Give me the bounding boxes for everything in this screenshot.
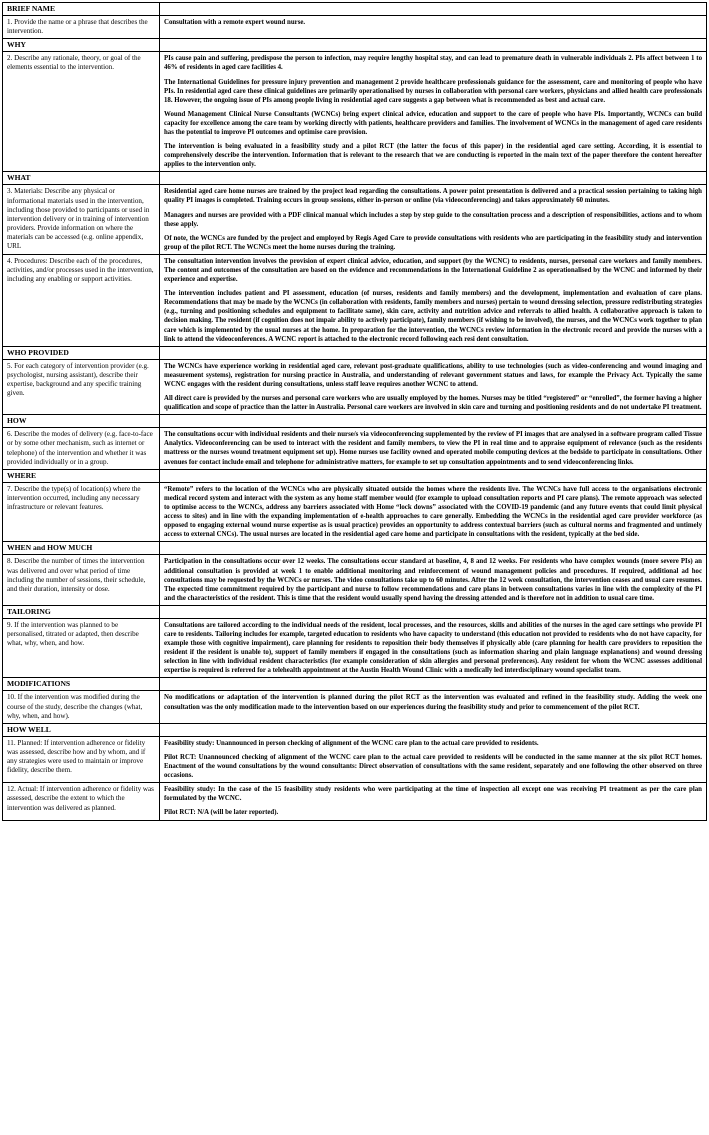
item-prompt: 2. Describe any rationale, theory, or goal of the elements essential to the intervention.	[3, 52, 160, 172]
item-prompt: 3. Materials: Describe any physical or informational materials used in the intervention, including those provided to participants or used in intervention delivery or in training of intervention providers. Provide information on where the materials can be accessed (e.g. online appendix, URL	[3, 185, 160, 255]
description-paragraph: Participation in the consultations occur over 12 weeks. The consultations occur standard at baseline, 4, 8 and 12 weeks. For residents who have complex wounds (more severe PIs) an additional consultation is provided at week 1 to enable additional monitoring and reinforcement of wound management policies and procedures. If required, additional ad hoc consultations may be requested by the WCNCs or nurses. The video consultations take up to 60 minutes. After the 12 week consultation, the intervention ceases and usual care resumes. The expected time commitment required by the participant and nurse to follow recommendations and care plans in between consultations varies in line with the complexity of the PI and the characteristics of the resident. This is time that the resident would usually spend having the dressing attended and is therefore not in addition to usual care time.	[164, 558, 702, 602]
description-paragraph: The consultations occur with individual residents and their nurse/s via videoconferencing supplemented by the review of PI images that are analysed in a software program called Tissue Analytics. Videoconferencing can be used to interact with the resident and family members, to view the PI in real time and to appraise equipment of relevance (such as the residents mattress or the nurses wound treatment equipment set up). Home nurses use facility owned and operated mobile computing devices at the bedside to participate in consultations. Other avenues for contact include email and telephone for administrative matters, for example to set up consultation appointments and to send videoconferencing links.	[164, 431, 702, 466]
item-prompt: 11. Planned: If intervention adherence or fidelity was assessed, describe how and by whom, and if any strategies were used to maintain or improve fidelity, describe them.	[3, 736, 160, 782]
checklist-item-row	[3, 428, 707, 470]
table-body	[3, 3, 707, 821]
section-heading: TAILORING	[3, 605, 160, 618]
section-heading: WHO PROVIDED	[3, 346, 160, 359]
item-prompt: 1. Provide the name or a phrase that describes the intervention.	[3, 16, 160, 39]
section-heading-blank-cell	[160, 346, 707, 359]
section-heading-row	[3, 605, 707, 618]
section-heading-row	[3, 723, 707, 736]
description-paragraph: No modifications or adaptation of the intervention is planned during the pilot RCT as the intervention was evaluated and refined in the feasibility study. Adding the week one consultation was the only modification made to the intervention based on our experiences during the feasibility study and prior to commencement of the pilot RCT.	[164, 694, 702, 711]
checklist-item-row	[3, 16, 707, 39]
checklist-item-row	[3, 783, 707, 820]
checklist-item-row	[3, 359, 707, 414]
section-heading-row	[3, 469, 707, 482]
item-prompt: 8. Describe the number of times the intervention was delivered and over what period of time including the number of sessions, their schedule, and their duration, intensity or dose.	[3, 555, 160, 605]
item-prompt: 6. Describe the modes of delivery (e.g. face-to-face or by some other mechanism, such as internet or telephone) of the intervention and whether it was provided individually or in a group.	[3, 428, 160, 470]
description-paragraph: Of note, the WCNCs are funded by the project and employed by Regis Aged Care to provide consultations with residents who are participating in the feasibility study and intervention group of the pilot RCT. The WCNCs meet the home nurses during the training.	[164, 234, 702, 251]
description-paragraph: Pilot RCT: N/A (will be later reported).	[164, 809, 279, 817]
section-heading-row	[3, 39, 707, 52]
item-description	[160, 16, 707, 39]
item-prompt: 10. If the intervention was modified during the course of the study, describe the changes (what, why, when, and how).	[3, 691, 160, 723]
description-paragraph: The intervention includes patient and PI assessment, education (of nurses, residents and family members) and the development, implementation and evaluation of care plans. Recommendations that may be made by the WCNCs (in collaboration with residents, family members and nurses) pertain to wound dressing selection, pressure redistributing strategies (e.g., turning and positioning schedules and equipment to facilitate same), skin care, activity and nutrition advice and referrals to allied health. A collaborative approach is taken to decision making. The resident (if cognition does not impair ability to actively participate), family members (if wishing to be involved), the nurses, and the WCNCs work together to plan care which is implemented by the usual nurses at the home. In preparation for the intervention, the WCNCs review information in the electronic record and provide the nurses with a link to attend the videoconferences. A WCNC report is attached to the electronic record following each resi dent consultation.	[164, 290, 702, 343]
description-paragraph: Residential aged care home nurses are trained by the project lead regarding the consultations. A power point presentation is delivered and a practical session pertaining to taking high quality PI images is completed. Training occurs in group sessions, either in-person or online (via videoconferencing) and takes approximately 60 minutes.	[164, 188, 702, 205]
description-paragraph: Consultations are tailored according to the individual needs of the resident, local processes, and the resources, skills and abilities of the nurses in the aged care settings who provide PI care to residents. Tailoring includes for example, targeted education to residents who have capacity to understand (this education not provided to residents who do not have capacity, for example those with cognitive impairment), care planning for residents to reposition their body themselves if physically able (care planning for health care providers to reposition the resident if the resident is unable to), support of family members if engaged in the consultations (such as information sharing and plain language explanations) and wound dressing selection in line with individual resident characteristics (for example consideration of skin allergies and personal preferences). Any resident for whom the WCNC assesses additional expertise is required is referred for a telehealth appointment at the Austin Health Wound Clinic with a medically led interdisciplinary wound specialist team.	[164, 621, 702, 675]
section-heading: WHEN and HOW MUCH	[3, 542, 160, 555]
item-description	[160, 691, 707, 723]
item-description	[160, 618, 707, 678]
section-heading: WHAT	[3, 172, 160, 185]
section-heading-blank-cell	[160, 678, 707, 691]
item-description	[160, 52, 707, 172]
section-heading-blank-cell	[160, 415, 707, 428]
section-heading-row	[3, 542, 707, 555]
item-prompt: 5. For each category of intervention provider (e.g. psychologist, nursing assistant), describe their expertise, background and any specific training given.	[3, 359, 160, 414]
checklist-item-row	[3, 52, 707, 172]
section-heading: WHERE	[3, 469, 160, 482]
description-paragraph: The International Guidelines for pressure injury prevention and management 2 provide healthcare professionals guidance for the assessment, care and monitoring of people who have PIs. In residential aged care these clinical guidelines are primarily operationalised by nurses in collaboration with personal care workers, physicians and allied health care professionals 18. However, the ongoing issue of PIs among people living in residential aged care suggests a gap between what is recommended as best and actual care.	[164, 78, 702, 104]
section-heading-row	[3, 415, 707, 428]
item-description	[160, 254, 707, 346]
section-heading-blank-cell	[160, 542, 707, 555]
section-heading-blank-cell	[160, 3, 707, 16]
section-heading: HOW	[3, 415, 160, 428]
section-heading-row	[3, 172, 707, 185]
description-paragraph: Feasibility study: Unannounced in person checking of alignment of the WCNC care plan to the actual care provided to residents.	[164, 739, 539, 747]
item-prompt: 7. Describe the type(s) of location(s) where the intervention occurred, including any necessary infrastructure or relevant features.	[3, 482, 160, 542]
item-prompt: 9. If the intervention was planned to be personalised, titrated or adapted, then describe what, why, when, and how.	[3, 618, 160, 678]
item-description	[160, 482, 707, 542]
checklist-item-row	[3, 691, 707, 723]
description-paragraph: PIs cause pain and suffering, predispose the person to infection, may require lengthy hospital stay, and can lead to premature death in vulnerable individuals 2. PIs affect between 1 to 46% of residents in aged care facilities 4.	[164, 55, 702, 72]
item-description	[160, 555, 707, 605]
section-heading-blank-cell	[160, 605, 707, 618]
description-paragraph: The WCNCs have experience working in residential aged care, relevant post-graduate qualifications, ability to use technologies (such as video-conferencing and wound imaging and measurement systems), registration for nursing practice in Australia, and understanding of relevant government statues and laws, for example the Privacy Act. Typically the same WCNC engages with the resident during consultations, unless staff leave requires another WCNC to attend.	[164, 362, 702, 388]
item-description	[160, 783, 707, 820]
section-heading-blank-cell	[160, 172, 707, 185]
checklist-item-row	[3, 482, 707, 542]
description-paragraph: Pilot RCT: Unannounced checking of alignment of the WCNC care plan to the actual care provided to residents will be conducted in the same manner at the six pilot RCT homes. Enactment of the wound consultations by the wound consultants: Direct observation of consultations with the same resident, separately and one following the other observed on three occasions.	[164, 754, 702, 780]
section-heading-row	[3, 346, 707, 359]
description-paragraph: Consultation with a remote expert wound nurse.	[164, 19, 306, 26]
item-prompt: 4. Procedures: Describe each of the procedures, activities, and/or processes used in the intervention, including any enabling or support activities.	[3, 254, 160, 346]
description-paragraph: The consultation intervention involves the provision of expert clinical advice, education, and support (by the WCNC) to residents, nurses, personal care workers and family members. The content and outcomes of the consultation are based on the evidence and recommendations in the International Guideline 2 as operationalised by the WCNC and informed by their experience and expertise.	[164, 257, 702, 284]
description-paragraph: The intervention is being evaluated in a feasibility study and a pilot RCT (the latter the focus of this paper) in the residential aged care setting. According, it is essential to comprehensively describe the intervention. Information that is relevant to the research that we are conducting is reported in the main text of the paper therefore the content hereafter applies to the intervention only.	[164, 143, 702, 169]
section-heading-blank-cell	[160, 469, 707, 482]
section-heading-row	[3, 678, 707, 691]
item-description	[160, 736, 707, 782]
tidier-checklist-table	[2, 2, 707, 821]
checklist-item-row	[3, 618, 707, 678]
description-paragraph: All direct care is provided by the nurses and personal care workers who are usually employed by the homes. Nurses may be titled “registered” or “enrolled”, the former having a higher qualification and scope of practice than the latter in Australia. Personal care workers are involved in skin care and turning and positioning residents and do not undertake PI treatment.	[164, 395, 702, 412]
item-prompt: 12. Actual: If intervention adherence or fidelity was assessed, describe the extent to which the intervention was delivered as planned.	[3, 783, 160, 820]
description-paragraph: Managers and nurses are provided with a PDF clinical manual which includes a step by step guide to the consultation process and a description of responsibilities, actions and to whom these apply.	[164, 211, 702, 228]
section-heading-blank-cell	[160, 39, 707, 52]
description-paragraph: Wound Management Clinical Nurse Consultants (WCNCs) bring expert clinical advice, education and support to the care of people who have PIs. Importantly, WCNCs can build capacity for excellence among the care team by working directly with patients, healthcare providers and families. The involvement of WCNCs in the management of aged care residents has the potential to improve PI outcomes and optimise care provision.	[164, 110, 702, 136]
checklist-item-row	[3, 254, 707, 346]
section-heading: WHY	[3, 39, 160, 52]
section-heading-blank-cell	[160, 723, 707, 736]
description-paragraph: “Remote” refers to the location of the WCNCs who are physically situated outside the homes where the residents live. The WCNCs have full access to the organisations electronic medical record system and interact with the system as any home staff member would (for example to upload consultation reports and PI care plans). The remote approach was selected to optimise access to the WCNCs, address any barriers associated with Home “lock downs” associated with the COVID-19 pandemic (and any future events that could limit physical access to sites) and in line with the expanding implementation of e-health approaches to care generally. Embedding the WCNCs in the residential aged care provider workforce (as opposed to engaging external wound nurse expertise as is usual practice) provides an opportunity to address contextual barriers (such as cultural norms and fragmented and untimely access to external CNCs). The usual nurses are located in the residential aged care home and participate in consultations with the resident, typically at the bed side.	[164, 485, 702, 539]
description-paragraph: Feasibility study: In the case of the 15 feasibility study residents who were participating at the time of inspection all except one was receiving PI treatment as per the care plan formulated by the WCNC.	[164, 786, 702, 803]
item-description	[160, 185, 707, 255]
section-heading-row	[3, 3, 707, 16]
section-heading: HOW WELL	[3, 723, 160, 736]
section-heading: MODIFICATIONS	[3, 678, 160, 691]
checklist-item-row	[3, 555, 707, 605]
checklist-item-row	[3, 185, 707, 255]
item-description	[160, 359, 707, 414]
checklist-item-row	[3, 736, 707, 782]
section-heading: BRIEF NAME	[3, 3, 160, 16]
item-description	[160, 428, 707, 470]
